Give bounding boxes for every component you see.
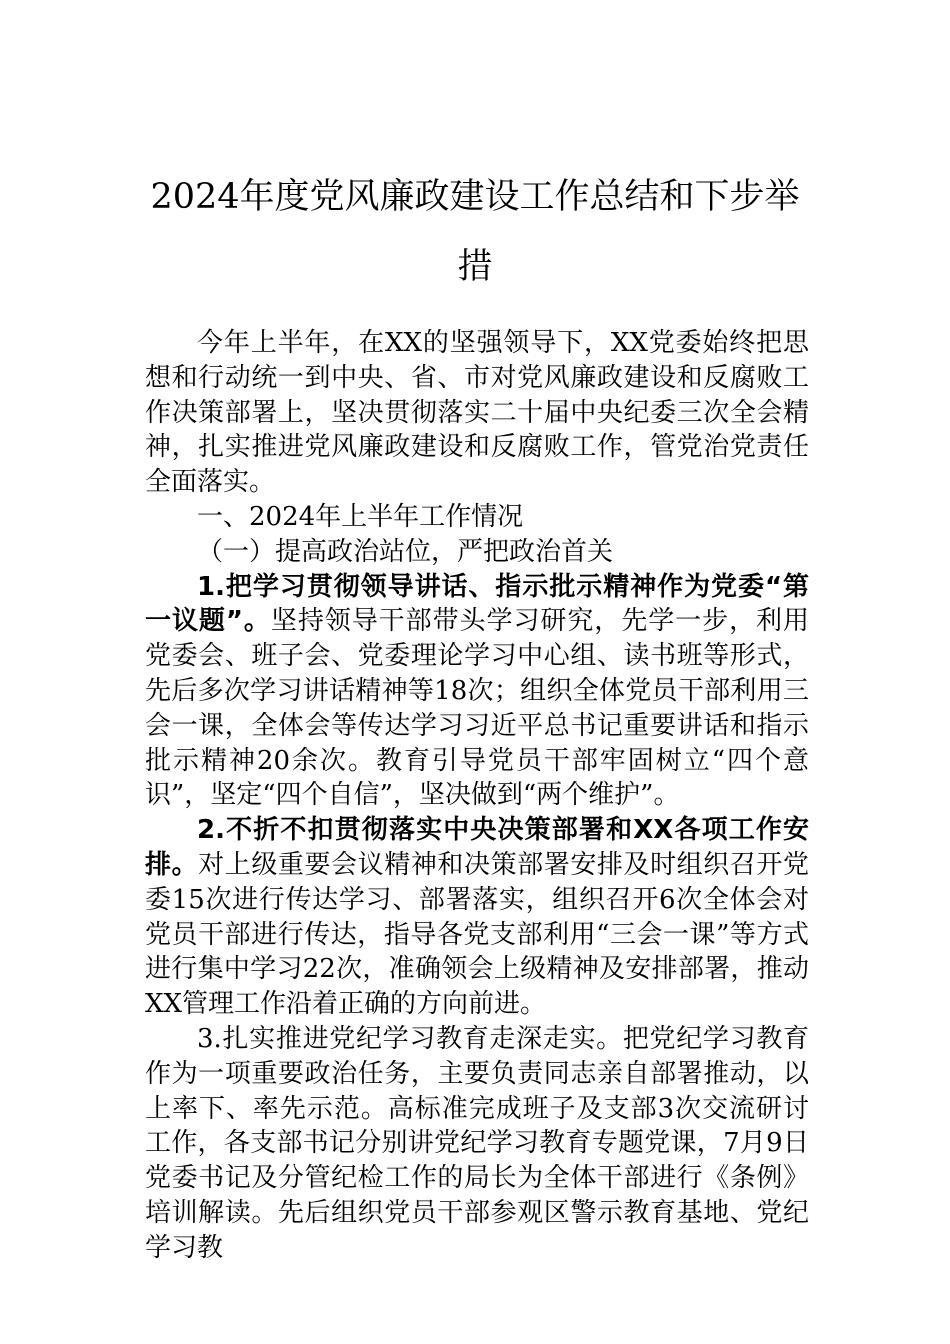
item-1-lead: 1.把学习贯彻领导讲话、指示批示精神作为党委“第一议题”。	[145, 571, 809, 637]
item-1-paragraph	[145, 570, 809, 814]
document-body	[145, 326, 809, 1266]
section-heading: 一、2024年上半年工作情况	[197, 501, 524, 532]
subsection-heading: （一）提高政治站位，严把政治首关	[197, 536, 614, 567]
item-3-paragraph: 3.扎实推进党纪学习教育走深走实。把党纪学习教育作为一项重要政治任务，主要负责同志亲自部署推动，以上率下、率先示范。高标准完成班子及支部3次交流研讨工作，各支部书记分别讲党纪学习教育专题党课，7月9日党委书记及分管纪检工作的局长为全体干部进行《条例》培训解读。先后组织党员干部参观区警示教育基地、党纪学习教	[145, 1023, 809, 1263]
item-2-paragraph	[145, 813, 809, 1022]
item-1-body: 坚持领导干部带头学习研究，先学一步，利用党委会、班子会、党委理论学习中心组、读书班等形式，先后多次学习讲话精神等18次；组织全体党员干部利用三会一课，全体会等传达学习习近平总书记重要讲话和指示批示精神20余次。教育引导党员干部牢固树立“四个意识”，坚定“四个自信”，坚决做到“两个维护”。	[145, 606, 809, 811]
document-title: 2024年度党风廉政建设工作总结和下步举措	[150, 177, 800, 287]
item-2-lead: 2.不折不扣贯彻落实中央决策部署和XX各项工作安排。	[145, 815, 809, 880]
intro-paragraph: 今年上半年，在XX的坚强领导下，XX党委始终把思想和行动统一到中央、省、市对党风廉政建设和反腐败工作决策部署上，坚决贯彻落实二十届中央纪委三次全会精神，扎实推进党风廉政建设和反腐败工作，管党治党责任全面落实。	[145, 328, 809, 498]
item-2-body: 对上级重要会议精神和决策部署安排及时组织召开党委15次进行传达学习、部署落实，组织召开6次全体会对党员干部进行传达，指导各党支部利用“三会一课”等方式进行集中学习22次，准确领会上级精神及安排部署，推动XX管理工作沿着正确的方向前进。	[145, 849, 809, 1020]
